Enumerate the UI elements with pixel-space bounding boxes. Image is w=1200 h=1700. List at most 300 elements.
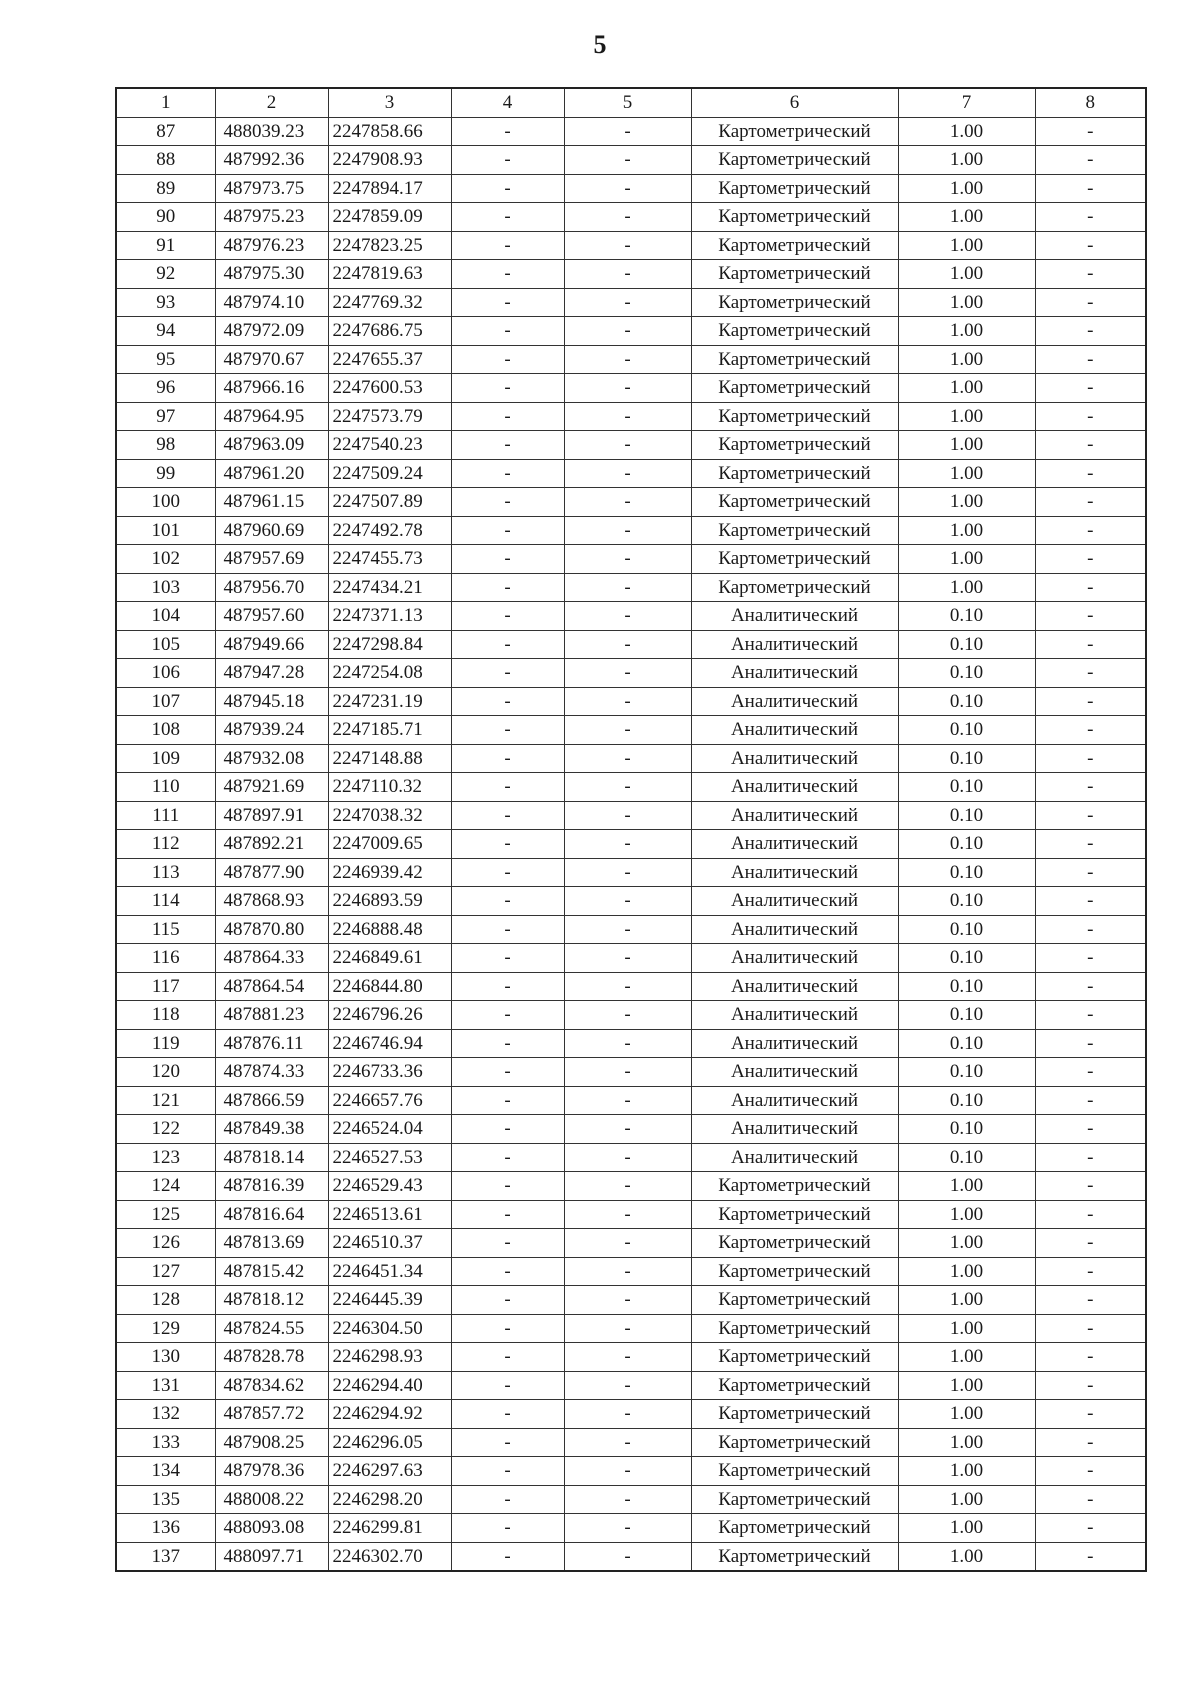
accuracy-cell: 1.00: [898, 146, 1035, 175]
table-row: [116, 402, 1146, 431]
point-number-cell: 101: [116, 516, 215, 545]
point-number-cell: 109: [116, 744, 215, 773]
y-coordinate-cell: 2246527.53: [328, 1143, 451, 1172]
col-5-value-cell: -: [564, 659, 691, 688]
col-4-value-cell: -: [451, 203, 564, 232]
col-8-value-cell: -: [1035, 887, 1146, 916]
y-coordinate-cell: 2246299.81: [328, 1514, 451, 1543]
x-coordinate-cell: 487824.55: [215, 1314, 328, 1343]
col-4-value-cell: -: [451, 1143, 564, 1172]
y-coordinate-cell: 2246529.43: [328, 1172, 451, 1201]
col-5-value-cell: -: [564, 887, 691, 916]
col-5-value-cell: -: [564, 801, 691, 830]
col-8-value-cell: -: [1035, 944, 1146, 973]
accuracy-cell: 0.10: [898, 915, 1035, 944]
x-coordinate-cell: 487876.11: [215, 1029, 328, 1058]
method-cell: Аналитический: [691, 1001, 898, 1030]
table-row: [116, 1485, 1146, 1514]
accuracy-cell: 0.10: [898, 602, 1035, 631]
x-coordinate-cell: 487974.10: [215, 288, 328, 317]
col-8-value-cell: -: [1035, 1400, 1146, 1429]
x-coordinate-cell: 487864.33: [215, 944, 328, 973]
y-coordinate-cell: 2247298.84: [328, 630, 451, 659]
x-coordinate-cell: 488093.08: [215, 1514, 328, 1543]
col-5-value-cell: -: [564, 744, 691, 773]
col-4-value-cell: -: [451, 1314, 564, 1343]
method-cell: Картометрический: [691, 146, 898, 175]
x-coordinate-cell: 487966.16: [215, 374, 328, 403]
accuracy-cell: 0.10: [898, 1058, 1035, 1087]
table-row: [116, 516, 1146, 545]
col-8-value-cell: -: [1035, 1371, 1146, 1400]
col-8-value-cell: -: [1035, 801, 1146, 830]
point-number-cell: 112: [116, 830, 215, 859]
table-row: [116, 1001, 1146, 1030]
x-coordinate-cell: 487828.78: [215, 1343, 328, 1372]
col-4-value-cell: -: [451, 744, 564, 773]
x-coordinate-cell: 487816.64: [215, 1200, 328, 1229]
method-cell: Картометрический: [691, 374, 898, 403]
method-cell: Аналитический: [691, 1143, 898, 1172]
y-coordinate-cell: 2246893.59: [328, 887, 451, 916]
x-coordinate-cell: 487877.90: [215, 858, 328, 887]
method-cell: Картометрический: [691, 431, 898, 460]
x-coordinate-cell: 487870.80: [215, 915, 328, 944]
col-5-value-cell: -: [564, 488, 691, 517]
col-4-value-cell: -: [451, 1257, 564, 1286]
accuracy-cell: 1.00: [898, 1314, 1035, 1343]
col-5-value-cell: -: [564, 203, 691, 232]
accuracy-cell: 1.00: [898, 573, 1035, 602]
accuracy-cell: 0.10: [898, 858, 1035, 887]
table-row: [116, 317, 1146, 346]
col-5-value-cell: -: [564, 516, 691, 545]
x-coordinate-cell: 487921.69: [215, 773, 328, 802]
y-coordinate-cell: 2246294.40: [328, 1371, 451, 1400]
col-8-value-cell: -: [1035, 630, 1146, 659]
col-4-value-cell: -: [451, 887, 564, 916]
accuracy-cell: 1.00: [898, 1229, 1035, 1258]
table-row: [116, 744, 1146, 773]
x-coordinate-cell: 487939.24: [215, 716, 328, 745]
col-4-value-cell: -: [451, 317, 564, 346]
x-coordinate-cell: 487857.72: [215, 1400, 328, 1429]
method-cell: Аналитический: [691, 915, 898, 944]
table-row: [116, 117, 1146, 146]
y-coordinate-cell: 2246733.36: [328, 1058, 451, 1087]
y-coordinate-cell: 2246796.26: [328, 1001, 451, 1030]
method-cell: Картометрический: [691, 1514, 898, 1543]
table-row: [116, 887, 1146, 916]
col-5-value-cell: -: [564, 1115, 691, 1144]
col-4-value-cell: -: [451, 1286, 564, 1315]
point-number-cell: 115: [116, 915, 215, 944]
table-row: [116, 1428, 1146, 1457]
col-4-value-cell: -: [451, 260, 564, 289]
col-5-value-cell: -: [564, 915, 691, 944]
point-number-cell: 119: [116, 1029, 215, 1058]
x-coordinate-cell: 487957.60: [215, 602, 328, 631]
point-number-cell: 133: [116, 1428, 215, 1457]
accuracy-cell: 1.00: [898, 1485, 1035, 1514]
method-cell: Картометрический: [691, 1229, 898, 1258]
col-4-value-cell: -: [451, 773, 564, 802]
col-5-value-cell: -: [564, 545, 691, 574]
column-header-3: 3: [328, 88, 451, 117]
table-row: [116, 1286, 1146, 1315]
y-coordinate-cell: 2247434.21: [328, 573, 451, 602]
point-number-cell: 123: [116, 1143, 215, 1172]
col-4-value-cell: -: [451, 1229, 564, 1258]
accuracy-cell: 1.00: [898, 488, 1035, 517]
col-8-value-cell: -: [1035, 317, 1146, 346]
point-number-cell: 106: [116, 659, 215, 688]
x-coordinate-cell: 487964.95: [215, 402, 328, 431]
accuracy-cell: 1.00: [898, 545, 1035, 574]
y-coordinate-cell: 2247823.25: [328, 231, 451, 260]
point-number-cell: 95: [116, 345, 215, 374]
col-4-value-cell: -: [451, 402, 564, 431]
col-4-value-cell: -: [451, 345, 564, 374]
col-8-value-cell: -: [1035, 659, 1146, 688]
col-5-value-cell: -: [564, 1514, 691, 1543]
table-row: [116, 1058, 1146, 1087]
col-8-value-cell: -: [1035, 687, 1146, 716]
point-number-cell: 88: [116, 146, 215, 175]
col-8-value-cell: -: [1035, 459, 1146, 488]
column-header-7: 7: [898, 88, 1035, 117]
table-row: [116, 174, 1146, 203]
y-coordinate-cell: 2247038.32: [328, 801, 451, 830]
accuracy-cell: 1.00: [898, 203, 1035, 232]
accuracy-cell: 1.00: [898, 260, 1035, 289]
x-coordinate-cell: 487868.93: [215, 887, 328, 916]
accuracy-cell: 0.10: [898, 972, 1035, 1001]
table-row: [116, 1115, 1146, 1144]
method-cell: Картометрический: [691, 317, 898, 346]
accuracy-cell: 0.10: [898, 1143, 1035, 1172]
point-number-cell: 107: [116, 687, 215, 716]
table-row: [116, 374, 1146, 403]
method-cell: Аналитический: [691, 887, 898, 916]
col-5-value-cell: -: [564, 1286, 691, 1315]
accuracy-cell: 1.00: [898, 431, 1035, 460]
accuracy-cell: 1.00: [898, 402, 1035, 431]
point-number-cell: 113: [116, 858, 215, 887]
table-row: [116, 830, 1146, 859]
point-number-cell: 110: [116, 773, 215, 802]
table-row: [116, 203, 1146, 232]
table-row: [116, 858, 1146, 887]
method-cell: Картометрический: [691, 1314, 898, 1343]
y-coordinate-cell: 2246302.70: [328, 1542, 451, 1571]
method-cell: Картометрический: [691, 203, 898, 232]
method-cell: Аналитический: [691, 687, 898, 716]
table-row: [116, 459, 1146, 488]
point-number-cell: 130: [116, 1343, 215, 1372]
point-number-cell: 104: [116, 602, 215, 631]
y-coordinate-cell: 2247009.65: [328, 830, 451, 859]
x-coordinate-cell: 487961.20: [215, 459, 328, 488]
col-8-value-cell: -: [1035, 1485, 1146, 1514]
col-5-value-cell: -: [564, 1542, 691, 1571]
col-8-value-cell: -: [1035, 830, 1146, 859]
col-5-value-cell: -: [564, 858, 691, 887]
col-5-value-cell: -: [564, 374, 691, 403]
point-number-cell: 129: [116, 1314, 215, 1343]
x-coordinate-cell: 487892.21: [215, 830, 328, 859]
accuracy-cell: 1.00: [898, 1400, 1035, 1429]
col-4-value-cell: -: [451, 858, 564, 887]
col-4-value-cell: -: [451, 1001, 564, 1030]
y-coordinate-cell: 2247573.79: [328, 402, 451, 431]
col-5-value-cell: -: [564, 317, 691, 346]
y-coordinate-cell: 2247908.93: [328, 146, 451, 175]
col-5-value-cell: -: [564, 1428, 691, 1457]
accuracy-cell: 0.10: [898, 659, 1035, 688]
col-5-value-cell: -: [564, 1229, 691, 1258]
point-number-cell: 127: [116, 1257, 215, 1286]
table-row: [116, 602, 1146, 631]
method-cell: Аналитический: [691, 773, 898, 802]
x-coordinate-cell: 487818.12: [215, 1286, 328, 1315]
column-header-1: 1: [116, 88, 215, 117]
point-number-cell: 93: [116, 288, 215, 317]
col-5-value-cell: -: [564, 944, 691, 973]
col-5-value-cell: -: [564, 1314, 691, 1343]
y-coordinate-cell: 2246298.20: [328, 1485, 451, 1514]
y-coordinate-cell: 2247600.53: [328, 374, 451, 403]
method-cell: Картометрический: [691, 288, 898, 317]
method-cell: Картометрический: [691, 573, 898, 602]
col-8-value-cell: -: [1035, 431, 1146, 460]
accuracy-cell: 0.10: [898, 830, 1035, 859]
col-5-value-cell: -: [564, 573, 691, 602]
col-5-value-cell: -: [564, 1200, 691, 1229]
y-coordinate-cell: 2246746.94: [328, 1029, 451, 1058]
col-8-value-cell: -: [1035, 1229, 1146, 1258]
table-row: [116, 716, 1146, 745]
accuracy-cell: 0.10: [898, 1115, 1035, 1144]
x-coordinate-cell: 487970.67: [215, 345, 328, 374]
table-row: [116, 1343, 1146, 1372]
y-coordinate-cell: 2247455.73: [328, 545, 451, 574]
x-coordinate-cell: 487908.25: [215, 1428, 328, 1457]
col-8-value-cell: -: [1035, 1200, 1146, 1229]
col-8-value-cell: -: [1035, 1001, 1146, 1030]
col-4-value-cell: -: [451, 602, 564, 631]
column-header-2: 2: [215, 88, 328, 117]
col-4-value-cell: -: [451, 1029, 564, 1058]
method-cell: Аналитический: [691, 716, 898, 745]
x-coordinate-cell: 487864.54: [215, 972, 328, 1001]
accuracy-cell: 0.10: [898, 801, 1035, 830]
x-coordinate-cell: 487947.28: [215, 659, 328, 688]
table-row: [116, 1257, 1146, 1286]
x-coordinate-cell: 487960.69: [215, 516, 328, 545]
y-coordinate-cell: 2247655.37: [328, 345, 451, 374]
method-cell: Картометрический: [691, 231, 898, 260]
accuracy-cell: 1.00: [898, 288, 1035, 317]
col-4-value-cell: -: [451, 545, 564, 574]
point-number-cell: 117: [116, 972, 215, 1001]
coordinates-table: [115, 87, 1147, 1572]
col-4-value-cell: -: [451, 801, 564, 830]
point-number-cell: 121: [116, 1086, 215, 1115]
col-4-value-cell: -: [451, 1457, 564, 1486]
col-8-value-cell: -: [1035, 1286, 1146, 1315]
col-8-value-cell: -: [1035, 602, 1146, 631]
column-header-8: 8: [1035, 88, 1146, 117]
x-coordinate-cell: 487874.33: [215, 1058, 328, 1087]
col-5-value-cell: -: [564, 1371, 691, 1400]
table-row: [116, 915, 1146, 944]
col-5-value-cell: -: [564, 459, 691, 488]
column-header-5: 5: [564, 88, 691, 117]
x-coordinate-cell: 487976.23: [215, 231, 328, 260]
point-number-cell: 128: [116, 1286, 215, 1315]
col-8-value-cell: -: [1035, 773, 1146, 802]
col-8-value-cell: -: [1035, 174, 1146, 203]
y-coordinate-cell: 2247254.08: [328, 659, 451, 688]
method-cell: Аналитический: [691, 659, 898, 688]
table-row: [116, 1029, 1146, 1058]
method-cell: Картометрический: [691, 402, 898, 431]
col-8-value-cell: -: [1035, 402, 1146, 431]
column-header-6: 6: [691, 88, 898, 117]
point-number-cell: 131: [116, 1371, 215, 1400]
col-5-value-cell: -: [564, 1457, 691, 1486]
accuracy-cell: 1.00: [898, 345, 1035, 374]
table-row: [116, 1229, 1146, 1258]
accuracy-cell: 0.10: [898, 630, 1035, 659]
col-8-value-cell: -: [1035, 1086, 1146, 1115]
method-cell: Картометрический: [691, 1400, 898, 1429]
col-8-value-cell: -: [1035, 1343, 1146, 1372]
col-5-value-cell: -: [564, 288, 691, 317]
accuracy-cell: 1.00: [898, 1257, 1035, 1286]
method-cell: Картометрический: [691, 1257, 898, 1286]
x-coordinate-cell: 487866.59: [215, 1086, 328, 1115]
table-body: [116, 117, 1146, 1571]
y-coordinate-cell: 2247185.71: [328, 716, 451, 745]
table-row: [116, 1400, 1146, 1429]
point-number-cell: 90: [116, 203, 215, 232]
col-5-value-cell: -: [564, 345, 691, 374]
method-cell: Аналитический: [691, 1058, 898, 1087]
col-8-value-cell: -: [1035, 1314, 1146, 1343]
accuracy-cell: 1.00: [898, 1371, 1035, 1400]
method-cell: Картометрический: [691, 1343, 898, 1372]
table-row: [116, 488, 1146, 517]
col-4-value-cell: -: [451, 944, 564, 973]
col-4-value-cell: -: [451, 630, 564, 659]
x-coordinate-cell: 487816.39: [215, 1172, 328, 1201]
col-4-value-cell: -: [451, 1115, 564, 1144]
col-4-value-cell: -: [451, 573, 564, 602]
col-8-value-cell: -: [1035, 117, 1146, 146]
x-coordinate-cell: 487957.69: [215, 545, 328, 574]
col-5-value-cell: -: [564, 1086, 691, 1115]
x-coordinate-cell: 487975.23: [215, 203, 328, 232]
table-row: [116, 1200, 1146, 1229]
x-coordinate-cell: 487963.09: [215, 431, 328, 460]
x-coordinate-cell: 487973.75: [215, 174, 328, 203]
column-header-4: 4: [451, 88, 564, 117]
point-number-cell: 114: [116, 887, 215, 916]
point-number-cell: 137: [116, 1542, 215, 1571]
point-number-cell: 134: [116, 1457, 215, 1486]
accuracy-cell: 1.00: [898, 1542, 1035, 1571]
point-number-cell: 108: [116, 716, 215, 745]
y-coordinate-cell: 2247231.19: [328, 687, 451, 716]
point-number-cell: 103: [116, 573, 215, 602]
x-coordinate-cell: 487961.15: [215, 488, 328, 517]
y-coordinate-cell: 2246304.50: [328, 1314, 451, 1343]
col-8-value-cell: -: [1035, 1457, 1146, 1486]
col-5-value-cell: -: [564, 1400, 691, 1429]
col-8-value-cell: -: [1035, 915, 1146, 944]
accuracy-cell: 1.00: [898, 516, 1035, 545]
y-coordinate-cell: 2246939.42: [328, 858, 451, 887]
method-cell: Картометрический: [691, 1542, 898, 1571]
point-number-cell: 99: [116, 459, 215, 488]
page-number: 5: [593, 30, 607, 59]
table-row: [116, 944, 1146, 973]
accuracy-cell: 1.00: [898, 1200, 1035, 1229]
table-row: [116, 345, 1146, 374]
accuracy-cell: 0.10: [898, 687, 1035, 716]
col-8-value-cell: -: [1035, 1029, 1146, 1058]
col-4-value-cell: -: [451, 1371, 564, 1400]
y-coordinate-cell: 2247507.89: [328, 488, 451, 517]
y-coordinate-cell: 2246297.63: [328, 1457, 451, 1486]
method-cell: Картометрический: [691, 174, 898, 203]
y-coordinate-cell: 2247540.23: [328, 431, 451, 460]
x-coordinate-cell: 487972.09: [215, 317, 328, 346]
col-8-value-cell: -: [1035, 260, 1146, 289]
col-8-value-cell: -: [1035, 1143, 1146, 1172]
col-5-value-cell: -: [564, 630, 691, 659]
table-row: [116, 573, 1146, 602]
col-5-value-cell: -: [564, 687, 691, 716]
col-8-value-cell: -: [1035, 1428, 1146, 1457]
point-number-cell: 116: [116, 944, 215, 973]
table-row: [116, 1086, 1146, 1115]
x-coordinate-cell: 487949.66: [215, 630, 328, 659]
accuracy-cell: 1.00: [898, 374, 1035, 403]
col-4-value-cell: -: [451, 1428, 564, 1457]
point-number-cell: 89: [116, 174, 215, 203]
method-cell: Картометрический: [691, 117, 898, 146]
table-row: [116, 431, 1146, 460]
accuracy-cell: 1.00: [898, 1514, 1035, 1543]
table-row: [116, 1143, 1146, 1172]
table-row: [116, 1172, 1146, 1201]
y-coordinate-cell: 2247110.32: [328, 773, 451, 802]
col-4-value-cell: -: [451, 516, 564, 545]
y-coordinate-cell: 2246844.80: [328, 972, 451, 1001]
y-coordinate-cell: 2246298.93: [328, 1343, 451, 1372]
table-row: [116, 288, 1146, 317]
method-cell: Аналитический: [691, 602, 898, 631]
col-8-value-cell: -: [1035, 203, 1146, 232]
y-coordinate-cell: 2247859.09: [328, 203, 451, 232]
y-coordinate-cell: 2246510.37: [328, 1229, 451, 1258]
col-5-value-cell: -: [564, 1172, 691, 1201]
accuracy-cell: 1.00: [898, 1172, 1035, 1201]
point-number-cell: 125: [116, 1200, 215, 1229]
